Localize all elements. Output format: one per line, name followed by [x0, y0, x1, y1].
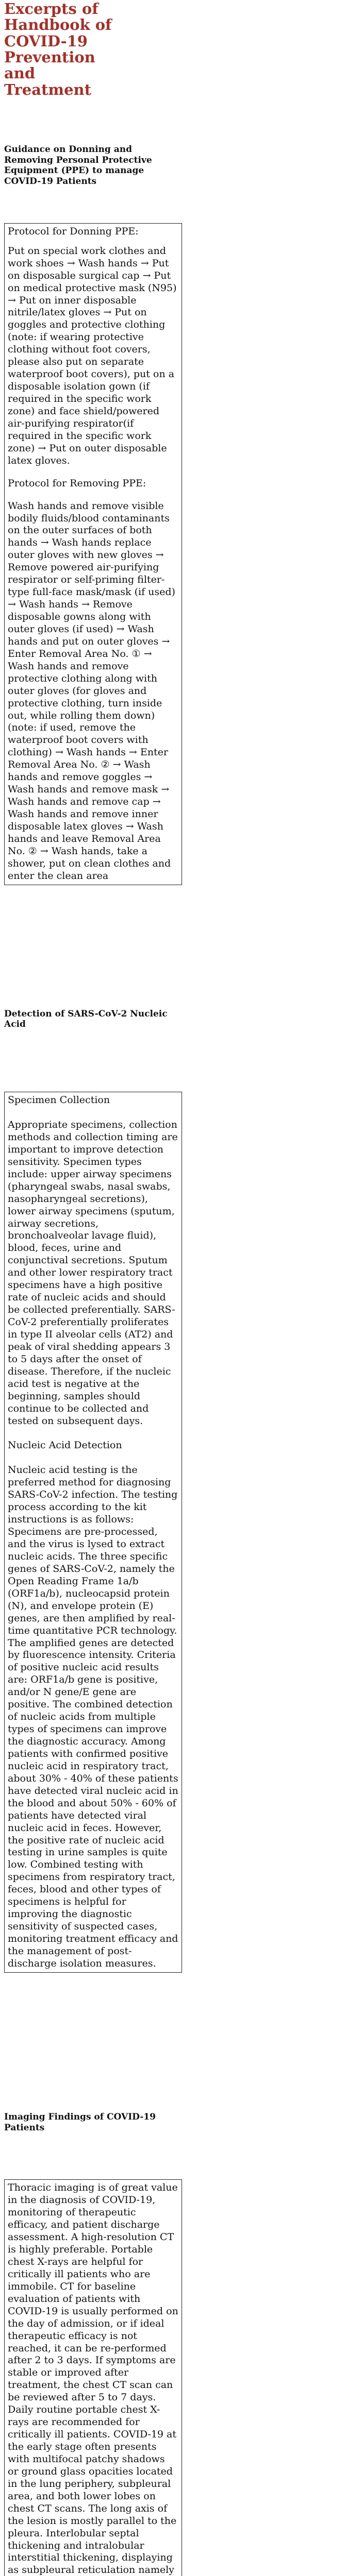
donning-title: Protocol for Donning PPE:: [8, 225, 139, 237]
ppe-protocols-box: [4, 223, 182, 885]
nad-title: Nucleic Acid Detection: [8, 1439, 122, 1451]
ppe-heading: Guidance on Donning and Removing Personal Protective Equipment (PPE) to manage COVID-19 Patients: [4, 144, 152, 187]
imaging-box: [4, 2179, 182, 2576]
collection-title: Specimen Collection: [8, 1094, 110, 1106]
ppe-section: [4, 144, 357, 885]
detection-heading: Detection of SARS-CoV-2 Nucleic Acid: [4, 1008, 168, 1030]
nad-text: Nucleic acid testing is the preferred method for diagnosing SARS-CoV-2 infection. The testing process according to the kit instructions is as follows: Specimens are pre-processed, and the virus is lysed to extract nucleic acids. The three specific genes of SARS-CoV-2, namely the Open Reading Frame 1a/b (ORF1a/b), nucleocapsid protein (N), and envelope protein (E) genes, are then amplified by real-time quantitative PCR technology. The amplified genes are detected by fluorescence intensity. Criteria of positive nucleic acid results are: ORF1a/b gene is positive, and/or N gene/E gene are positive. The combined detection of nucleic acids from multiple types of specimens can improve the diagnostic accuracy. Among patients with confirmed positive nucleic acid in respiratory tract, about 30% - 40% of these patients have detected viral nucleic acid in the blood and about 50% - 60% of patients have detected viral nucleic acid in feces. However, the positive rate of nucleic acid testing in urine samples is quite low. Combined testing with specimens from respiratory tract, feces, blood and other types of specimens is helpful for improving the diagnostic sensitivity of suspected cases, monitoring treatment efficacy and the management of post-discharge isolation measures.: [8, 1464, 178, 1969]
imaging-text: Thoracic imaging is of great value in the diagnosis of COVID-19, monitoring of therapeutic efficacy, and patient discharge assessment. A high-resolution CT is highly preferable. Portable chest X-rays are helpful for critically ill patients who are immobile. CT for baseline evaluation of patients with COVID-19 is usually performed on the day of admission, or if ideal therapeutic efficacy is not reached, it can be re-performed after 2 to 3 days. If symptoms are stable or improved after treatment, the chest CT scan can be reviewed after 5 to 7 days. Daily routine portable chest X-rays are recommended for critically ill patients. COVID-19 at the early stage often presents with multifocal patchy shadows or ground glass opacities located in the lung periphery, subpleural area, and both lower lobes on chest CT scans. The long axis of the lesion is mostly parallel to the pleura. Interlobular septal thickening and intralobular interstitial thickening, displaying as subpleural reticulation namely: [8, 2182, 178, 2576]
imaging-heading: Imaging Findings of COVID-19 Patients: [4, 2111, 156, 2133]
donning-text: Put on special work clothes and work shoes → Wash hands → Put on disposable surgical cap → Put on medical protective mask (N95) → Put on inner disposable nitrile/latex gloves → Put on goggles and protective clothing (note: if wearing protective clothing without foot covers, please also put on separate waterproof boot covers), put on a disposable isolation gown (if required in the specific work zone) and face shield/powered air-purifying respirator(if required in the specific work zone) → Put on outer disposable latex gloves.: [8, 245, 177, 466]
removing-text: Wash hands and remove visible bodily fluids/blood contaminants on the outer surfaces of both hands → Wash hands replace outer gloves with new gloves → Remove powered air-purifying respirator or self-priming filter-type full-face mask/mask (if used) → Wash hands → Remove disposable gowns along with outer gloves (if used) → Wash hands and put on outer gloves → Enter Removal Area No. ① → Wash hands and remove protective clothing along with outer gloves (for gloves and protective clothing, turn inside out, while rolling them down) (note: if used, remove the waterproof boot covers with clothing) → Wash hands → Enter Removal Area No. ② → Wash hands and remove goggles → Wash hands and remove mask → Wash hands and remove cap → Wash hands and remove inner disposable latex gloves → Wash hands and leave Removal Area No. ② → Wash hands, take a shower, put on clean clothes and enter the clean area: [8, 500, 175, 882]
removing-title: Protocol for Removing PPE:: [8, 477, 146, 489]
detection-section: [4, 1009, 357, 1973]
imaging-section: [4, 2112, 357, 2576]
book-title: Excerpts of Handbook of COVID-19 Prevention and Treatment: [4, 0, 112, 98]
detection-box: [4, 1092, 182, 1973]
collection-text: Appropriate specimens, collection methods and collection timing are important to improve detection sensitivity. Specimen types include: upper airway specimens (pharyngeal swabs, nasal swabs, nasopharyngeal secretions), lower airway specimens (sputum, airway secretions, bronchoalveolar lavage fluid), blood, feces, urine and conjunctival secretions. Sputum and other lower respiratory tract specimens have a high positive rate of nucleic acids and should be collected preferentially. SARS-CoV-2 preferentially proliferates in type II alveolar cells (AT2) and peak of viral shedding appears 3 to 5 days after the onset of disease. Therefore, if the nucleic acid test is negative at the beginning, samples should continue to be collected and tested on subsequent days.: [8, 1119, 178, 1427]
